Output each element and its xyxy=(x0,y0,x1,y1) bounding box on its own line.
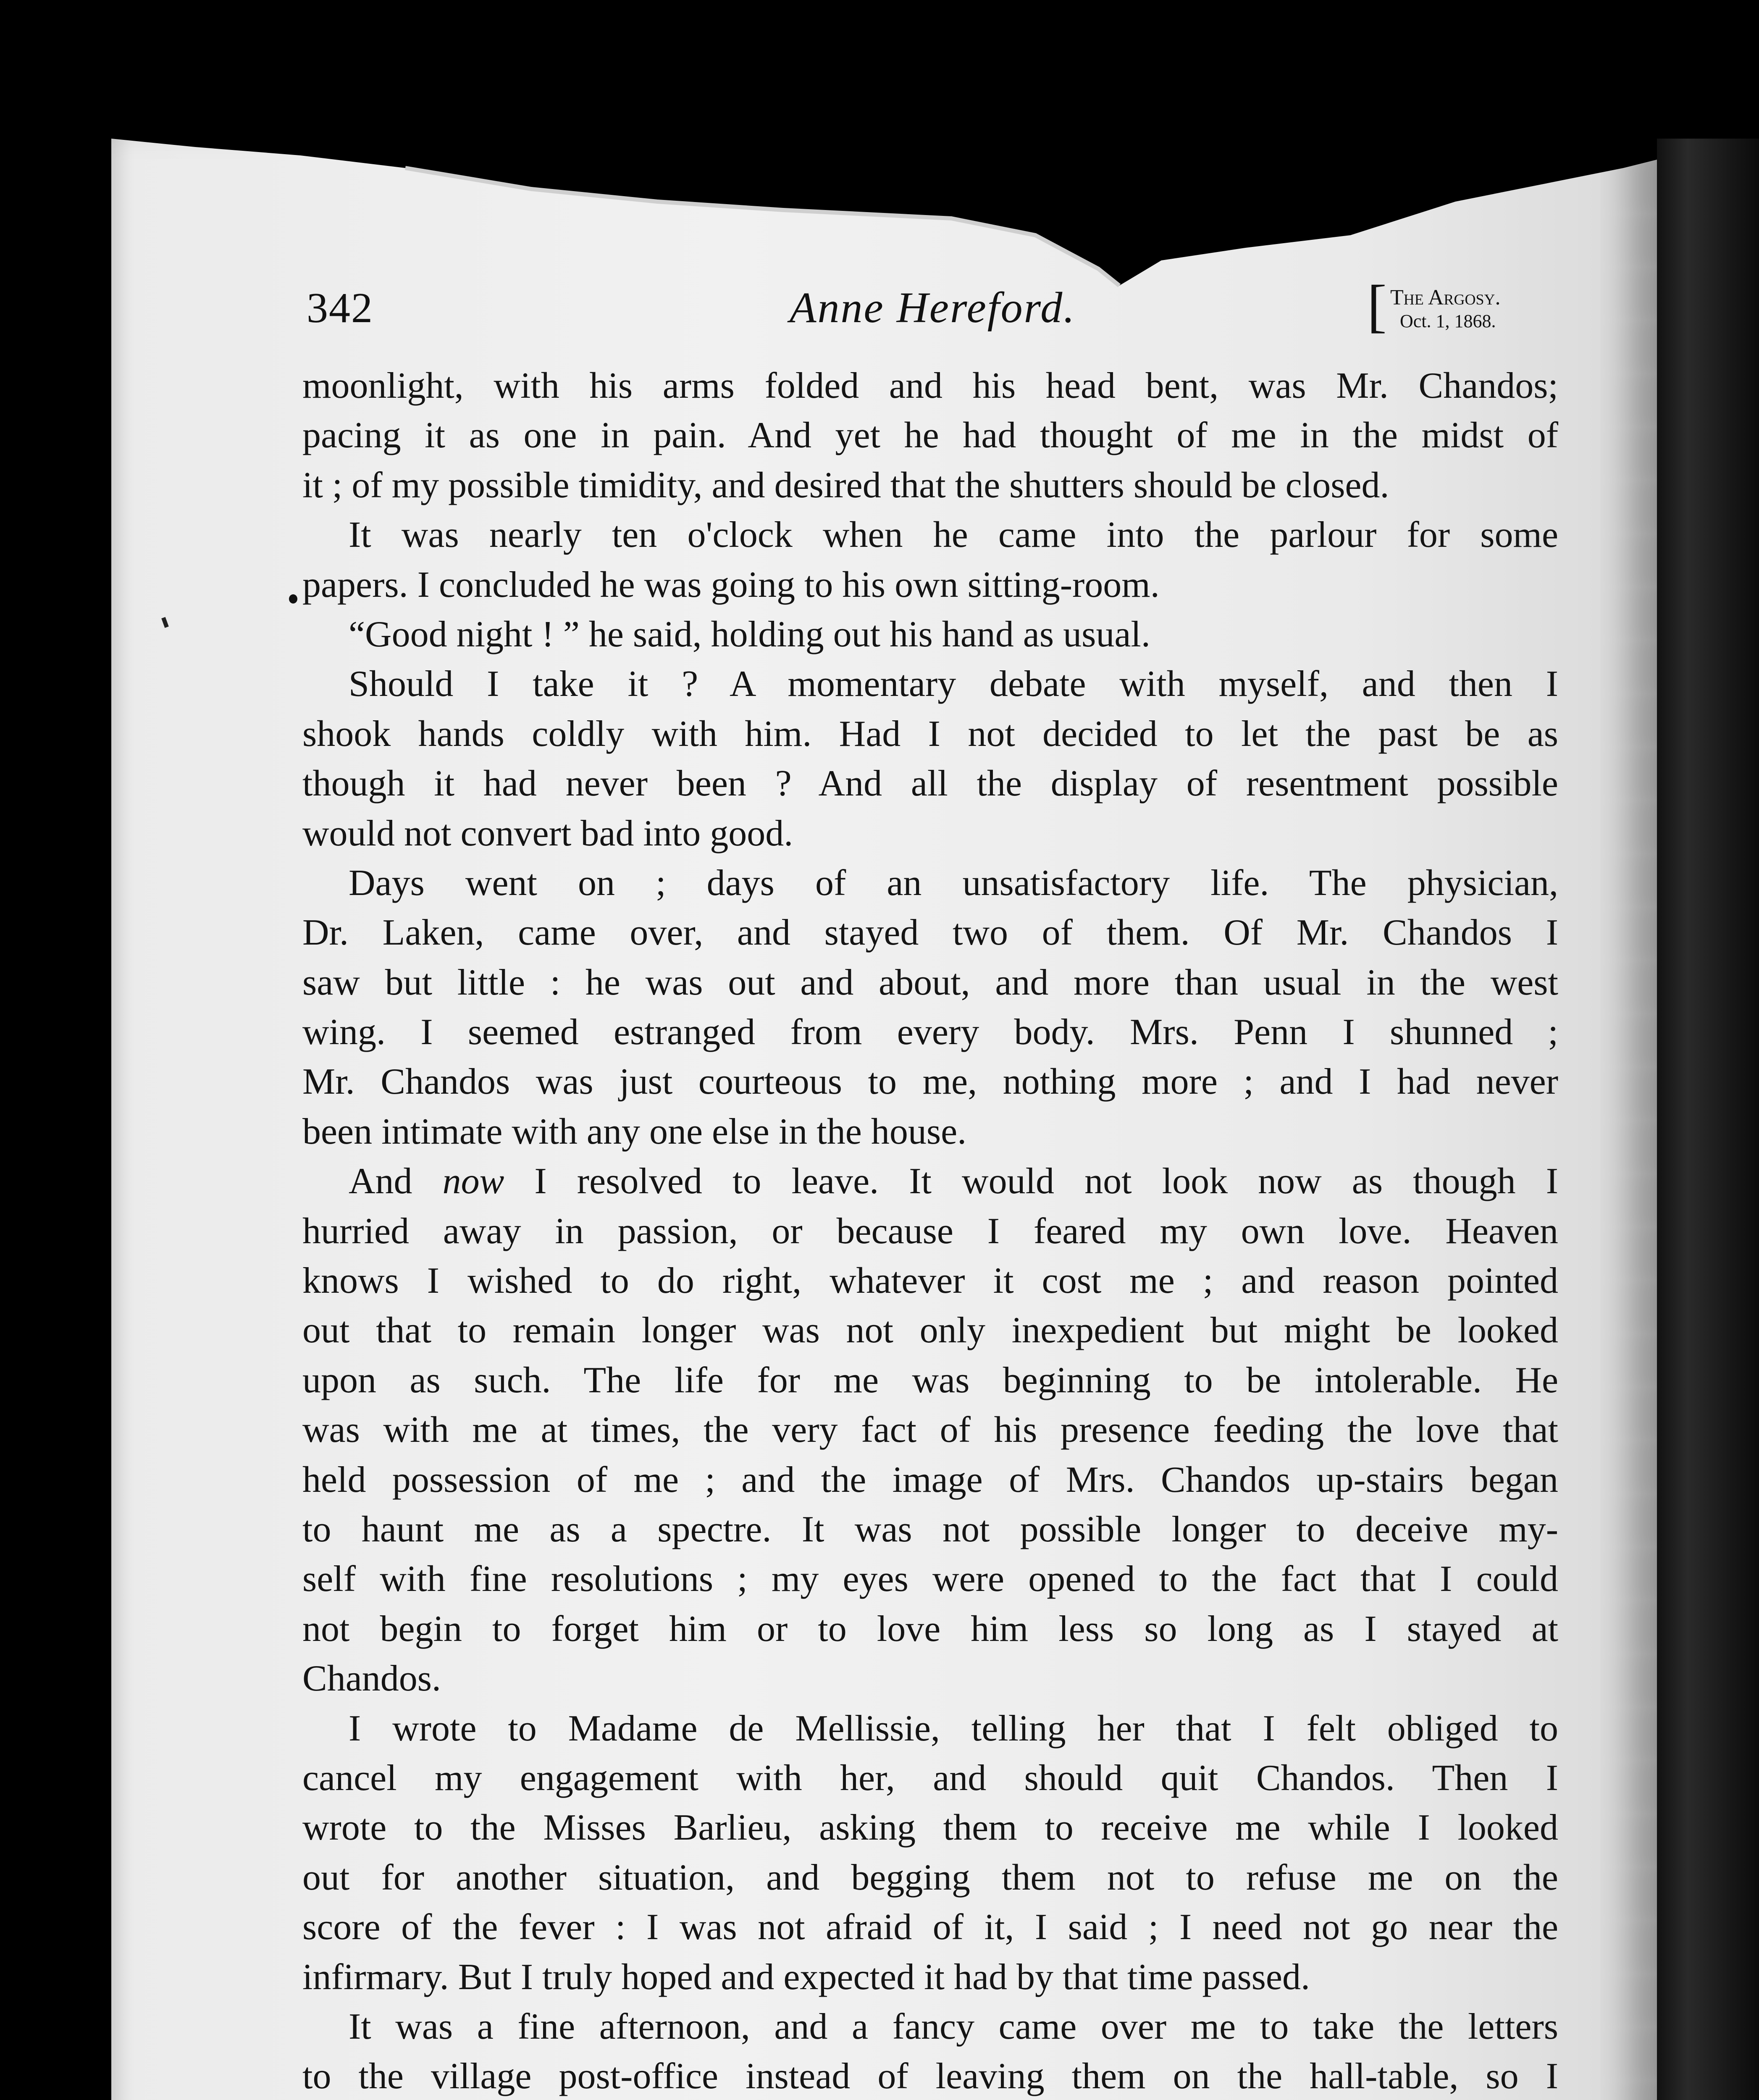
text-line: “Good night ! ” he said, holding out his hand as usual. xyxy=(349,614,1150,655)
text-line: Chandos. xyxy=(302,1658,441,1699)
text-line: wrote to the Misses Barlieu, asking them to receive me while I looked xyxy=(302,1807,1558,1848)
issue-date: Oct. 1, 1868. xyxy=(1400,311,1496,331)
text-line: score of the fever : I was not afraid of it, I said ; I need not go near the xyxy=(302,1907,1558,1948)
text-line: I wrote to Madame de Mellissie, telling her that I felt obliged to xyxy=(349,1708,1558,1749)
text-line: been intimate with any one else in the house. xyxy=(302,1111,967,1152)
text-line: out that to remain longer was not only inexpedient but might be looked xyxy=(302,1310,1558,1351)
body-text xyxy=(302,361,1558,2100)
text-line: knows I wished to do right, whatever it cost me ; and reason pointed xyxy=(302,1260,1558,1302)
torn-page-edge xyxy=(111,109,1657,302)
text-line: upon as such. The life for me was beginning to be intolerable. He xyxy=(302,1360,1558,1401)
page-header xyxy=(307,275,1546,346)
page-number: 342 xyxy=(307,284,373,332)
text-line: to the village post-office instead of leaving them on the hall-table, so I xyxy=(302,2056,1558,2097)
issue-journal: The Argosy. xyxy=(1390,286,1501,310)
text-line: infirmary. But I truly hoped and expected it had by that time passed. xyxy=(302,1956,1310,1998)
running-title: Anne Hereford. xyxy=(790,284,1076,332)
facing-page-edge xyxy=(1657,139,1759,2100)
text-line: shook hands coldly with him. Had I not decided to let the past be as xyxy=(302,713,1558,754)
text-line: It was a fine afternoon, and a fancy came over me to take the letters xyxy=(349,2006,1558,2047)
text-line: wing. I seemed estranged from every body. Mrs. Penn I shunned ; xyxy=(302,1012,1558,1053)
text-line: to haunt me as a spectre. It was not possible longer to deceive my- xyxy=(302,1509,1558,1550)
italic-word: now xyxy=(442,1161,504,1202)
text-line: saw but little : he was out and about, and more than usual in the west xyxy=(302,962,1558,1003)
text-line: out for another situation, and begging them not to refuse me on the xyxy=(302,1857,1558,1898)
issue-bracket: [ xyxy=(1367,273,1387,339)
text-line: was with me at times, the very fact of his presence feeding the love that xyxy=(302,1410,1558,1451)
text-line: papers. I concluded he was going to his own sitting-room. xyxy=(302,564,1160,605)
text-line: pacing it as one in pain. And yet he had thought of me in the midst of xyxy=(302,415,1558,456)
text-line: hurried away in passion, or because I feared my own love. Heaven xyxy=(302,1210,1558,1252)
text-line: cancel my engagement with her, and should quit Chandos. Then I xyxy=(302,1757,1558,1798)
text-line: And now I resolved to leave. It would not look now as though I xyxy=(349,1161,1558,1202)
text-line: It was nearly ten o'clock when he came into the parlour for some xyxy=(349,514,1558,556)
text-line: though it had never been ? And all the display of resentment possible xyxy=(302,763,1558,804)
text-line: it ; of my possible timidity, and desired that the shutters should be closed. xyxy=(302,465,1389,506)
text-line: Should I take it ? A momentary debate with myself, and then I xyxy=(349,664,1558,705)
text-line: held possession of me ; and the image of Mrs. Chandos up-stairs began xyxy=(302,1459,1558,1500)
text-line: self with fine resolutions ; my eyes were opened to the fact that I could xyxy=(302,1559,1558,1600)
text-line: Days went on ; days of an unsatisfactory life. The physician, xyxy=(349,862,1558,903)
text-line: Mr. Chandos was just courteous to me, nothing more ; and I had never xyxy=(302,1061,1558,1102)
ink-dot xyxy=(289,594,297,604)
text-line: Dr. Laken, came over, and stayed two of them. Of Mr. Chandos I xyxy=(302,912,1558,953)
issue-info xyxy=(1367,273,1552,339)
text-line: not begin to forget him or to love him less so long as I stayed at xyxy=(302,1608,1558,1649)
text-line: moonlight, with his arms folded and his head bent, was Mr. Chandos; xyxy=(302,365,1558,406)
text-line: would not convert bad into good. xyxy=(302,813,793,854)
